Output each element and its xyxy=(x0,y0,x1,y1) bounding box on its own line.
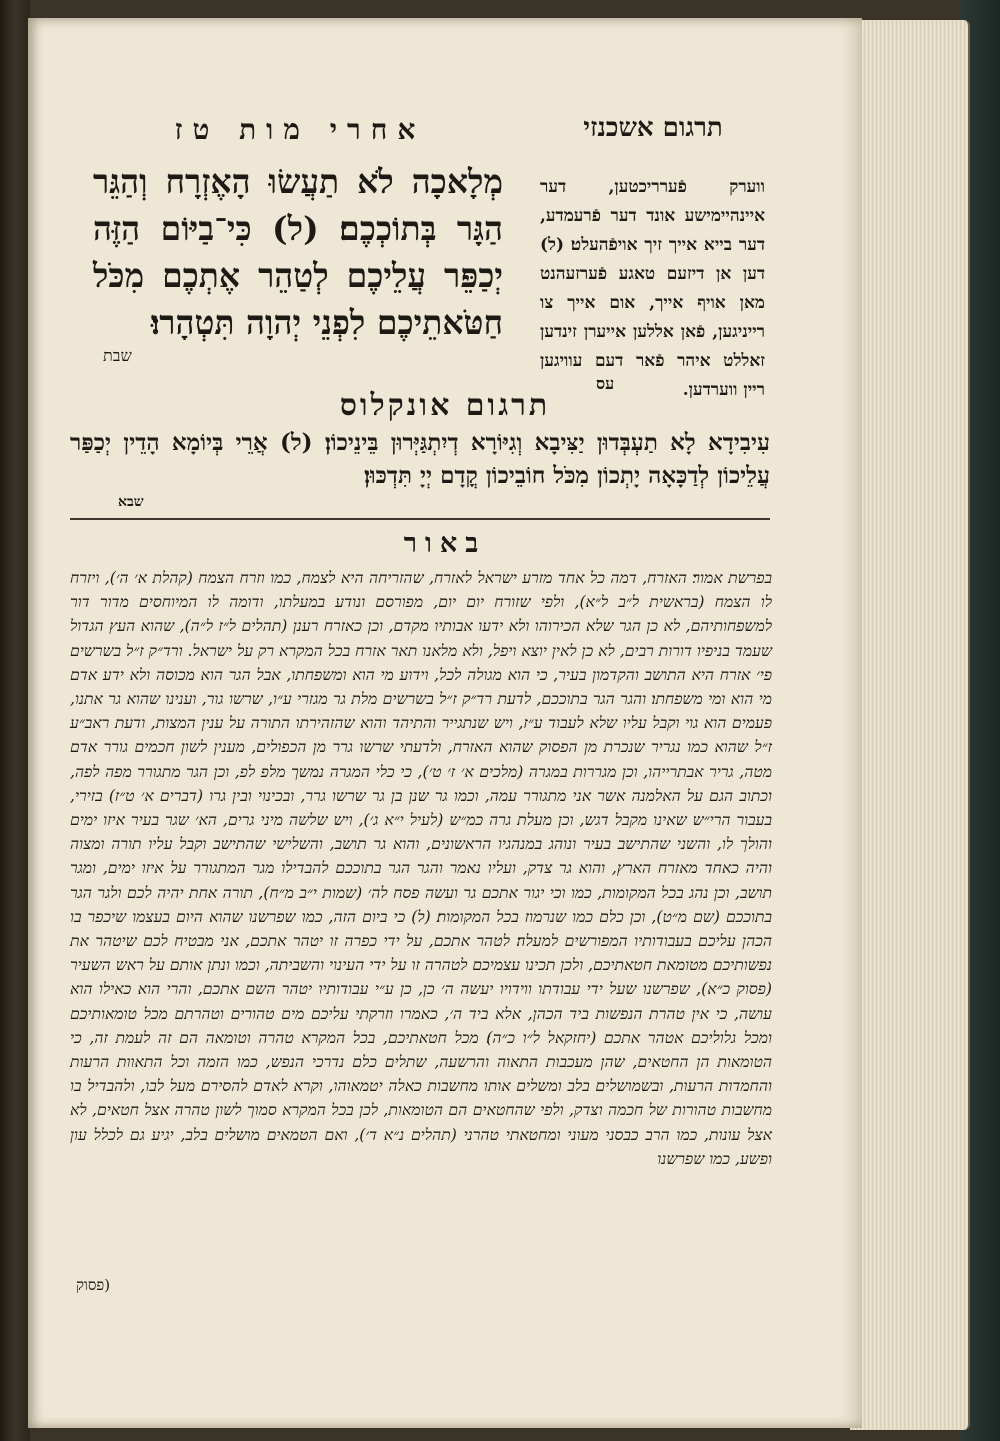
page-edges xyxy=(850,20,970,1430)
page-catchword: (פסוק xyxy=(76,1276,111,1294)
onkelos-title: תרגום אונקלוס xyxy=(339,388,551,423)
torah-verse: מְלָאכָה לֹא תַעֲשׂוּ הָאֶזְרָח וְהַגֵּר הַגָּר בְּתוֹכְכֶם׃ (ל) כִּי־בַיּוֹם הַזֶּה יְכַפֵּר עֲלֵיכֶם לְטַהֵר אֶתְכֶם מִכֹּל חַטֹּאתֵיכֶם לִפְנֵי יְהוָה תִּטְהָרוּ׃ xyxy=(93,162,503,342)
verse-margin-note: שבת xyxy=(103,346,132,365)
onkelos-text: עִיבִידָא לָא תַעְבְּדוּן יַצִּיבָא וְגִיּוֹרָא דְיִתְגַּיְּרוּן בֵּינֵיכוֹן׃ (ל) אֲרֵי בְּיוֹמָא הָדֵין יְכַפַּר עֲלֵיכוֹן לְדַכָּאָה יָתְכוֹן מִכֹּל חוֹבֵיכוֹן קֳדָם יְיָ תִּדְכּוּן׃ xyxy=(70,429,770,489)
running-title: אחרי מות טז xyxy=(174,113,426,146)
yiddish-translation: ווערק פֿערריכטען, דער איינהיימישע אונד דער פֿרעמדע, דער בייא אייך זיך אויפֿהעלט׃ (ל) דען אן דיזעם טאגע פֿערזעהנט מאן אויף אייך, אום אייך צו רייניגען, פֿאן אללען אייערן זינדען זאללט איהר פֿאר דעם עוויגען ריין ווערדען. xyxy=(540,177,765,400)
section-divider xyxy=(70,518,770,520)
book-spine-left xyxy=(0,0,30,1441)
book-page xyxy=(28,18,862,1428)
biur-title: באור xyxy=(403,528,487,559)
yiddish-catchword: עס xyxy=(596,374,615,393)
onkelos-catchword: שבא xyxy=(118,494,144,510)
yiddish-column-title: תרגום אשכנזי xyxy=(583,113,723,143)
biur-commentary: בפרשת אמור׃ האזרח, דמה כל אחד מזרע ישראל לאזרח, שהזריחה היא לצמח, כמו וזרח הצמח (קהלת א׳ ה׳), ויזרח לו הצמח (בראשית ל״ב ל״א), ולפי שזורח יום יום, מפורסם ונודע במעלתו, ודומה לו המיוחסים מדור דור למשפחותיהם, לא כן הגר שלא הכירוהו ולא ידעו אבותיו מקדם, וכן כאזרח רענן (תהלים ל״ז ל״ה), שהוא העץ הגדול שעמד בניפיו דורות רבים, לא כן לאין יוצא ויפל, ולא מלאנו תאר אזרח בכל המקרא רק על ישראל. ורד״ק ז״ל בשרשים פי׳ אזרח היא התושב והקדמון בעיר, כי הוא מגולה לכל, וידוע מי הוא ומשפחתו, אבל הגר הוא מכוסה ולא ידע אדם מי הוא ומי משפחתו׃ והגר הגר בתוככם, לדעת רד״ק ז״ל בשרשים מלת גר מגזרי ע״ו, שרשו גור, וענינו שהוא גר אתנו, פעמים הוא גוי וקבל עליו שלא לעבוד ע״ז, ויש שנתגייר והתיהד והוא שהזהירתו התורה על ענין המצות, ודעת ראב״ע ז״ל שהוא כמו נגריר שנכרת מן הפסוק שהוא האזרח, ולדעתי שרשו גרר מן הכפולים, מענין לשון חכמים גורר אדם מטה, גריר אבתרייהו, וכן מגררות במגרה (מלכים א׳ ז׳ ט׳), כי כלי המגרה נמשך מלפ לפ, וכן הגר מתגורר מפה לפה, וכתוב הגם על האלמנה אשר אני מתגורר עמה, וכמו גר שנן בן גר שרשו גרר, ובכינוי ובין גרו (דברים א׳ ט״ז) בזירי, בעבור הרי״ש שאינו מקבל דגש, וכן מעלת גרה כמ״ש (לעיל י״א ג׳), ויש שלשה מיני גרים, הא׳ שגר בעיר איזו ימים והולך לו, והשני שהתישב בעיר ונוהג במנהגיו הראשונים, והוא גר תושב, והשלישי שהתישב וקבל עליו תורה ומצוה והיה כאחד מאזרח הארץ, והוא גר צדק, ועליו נאמר והגר הגר בתוככם להבדילו מגר המתגורר על איזו ימים, ומגר תושב, וכן נהג בכל המקומות, כמו וכי יגור אתכם גר ועשה פסח לה׳ (שמות י״ב מ״ח), תורה אחת יהיה לכם ולגר הגר בתוככם (שם מ״ט), וכן כלם כמו שנרמוז בכל המקומות׃ (ל) כי ביום הזה, כמו שפרשנו שהוא היום בעצמו שיכפר בו הכהן עליכם בעבודותיו המפורשים למעלה׃ לטהר אתכם, על ידי כפרה זו יטהר אתכם, אני מבטיח לכם שיטהר את נפשותיכם מטומאת חטאתיכם, ולכן תכינו עצמיכם לטהרה זו על ידי העינוי והשביתה, וכמו ונתן אותם על ראש השעיר (פסוק כ״א), שפרשנו שעל ידי עבודתו ווידויו יעשה ה׳ כן, כן ע״י עבודותיו יטהר השם אתכם, והרי הוא כאילו הוא עושה, כי אין טהרת הנפשות ביד הכהן, אלא ביד ה׳, כאמרו וזרקתי עליכם מים טהורים וטהרתם מכל טומאותיכם ומכל גלוליכם אטהר אתכם (יחזקאל ל״ו כ״ה)׃ מכל חטאתיכם, בכל המקרא טהרה וטומאה הם זה לעמת זה, כי הטומאות הן החטאים, שהן מעכבות התאוה והרשעה, שתלים כלם נדרכי הנפש, כמו הזמה וכל התאוות הרעות והחמדות הרעות, ובשמושלים בלב ומשלים אותו מחשבות כאלה יטמאוהו, וקרא לאדם להסירם מעל לבו, ולהבדיל בו מחשבות טהורות של חכמה וצדק, ולפי שהחטאים הם הטומאות, לכן בכל המקרא סמוך לשון טהרה אצל חטאים, לא אצל עונות, כמו הרב כבסני מעוני ומחטאתי טהרני (תהלים נ״א ד׳), ואם הטמאים מושלים בלב, יגיע גם לכלל עון ופשע, כמו שפרשנו xyxy=(70,569,772,1168)
